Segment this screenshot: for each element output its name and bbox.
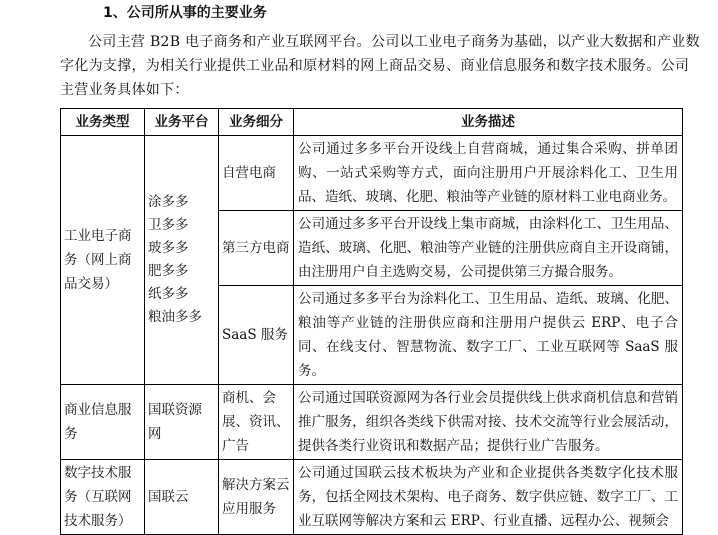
intro-paragraph [60,30,700,102]
platform-item: 涂多多 [148,194,189,210]
segment-self-operated: 自营电商 [219,136,294,211]
header-business-description: 业务描述 [294,109,683,136]
platform-guolian-cloud: 国联云 [145,460,219,535]
table-row [61,136,683,211]
business-table [60,108,683,535]
header-business-platform: 业务平台 [145,109,219,136]
platform-guolian-resource: 国联资源网 [145,385,219,460]
segment-digital-tech: 解决方案云应用服务 [219,460,294,535]
table-header-row [61,109,683,136]
type-industrial-ecommerce: 工业电子商务（网上商品交易） [61,136,145,385]
description-saas: 公司通过多多平台为涂料化工、卫生用品、造纸、玻璃、化肥、粮油等产业链的注册供应商和注册用户提供云 ERP、电子合同、在线支付、智慧物流、数字工厂、工业互联网等 SaaS 服务。 [294,286,683,385]
section-heading: 1、公司所从事的主要业务 [103,5,267,21]
segment-saas: SaaS 服务 [219,286,294,385]
header-business-segment: 业务细分 [219,109,294,136]
type-business-info: 商业信息服务 [61,385,145,460]
platform-list [145,136,219,385]
platform-item: 玻多多 [148,240,189,256]
description-third-party: 公司通过多多平台开设线上集市商城，由涂料化工、卫生用品、造纸、玻璃、化肥、粮油等产业链的注册供应商自主开设商铺，由注册用户自主选购交易，公司提供第三方撮合服务。 [294,211,683,286]
platform-item: 卫多多 [148,217,189,233]
segment-business-info: 商机、会展、资讯、广告 [219,385,294,460]
table-row [61,385,683,460]
intro-text: 公司主营 B2B 电子商务和产业互联网平台。公司以工业电子商务为基础，以产业大数据和产业数字化为支撑，为相关行业提供工业品和原材料的网上商品交易、商业信息服务和数字技术服务。公司主营业务具体如下： [60,34,700,98]
platform-item: 纸多多 [148,286,189,302]
header-business-type: 业务类型 [61,109,145,136]
platform-item: 粮油多多 [148,309,202,325]
segment-third-party: 第三方电商 [219,211,294,286]
description-digital-tech: 公司通过国联云技术板块为产业和企业提供各类数字化技术服务，包括全网技术架构、电子商务、数字供应链、数字工厂、工业互联网等解决方案和云 ERP、行业直播、远程办公、视频会 [294,460,683,535]
description-self-operated: 公司通过多多平台开设线上自营商城，通过集合采购、拼单团购、一站式采购等方式，面向注册用户开展涂料化工、卫生用品、造纸、玻璃、化肥、粮油等产业链的原材料工业电商业务。 [294,136,683,211]
platform-item: 肥多多 [148,263,189,279]
table-row [61,460,683,535]
type-digital-tech: 数字技术服务（互联网技术服务） [61,460,145,535]
description-business-info: 公司通过国联资源网为各行业会员提供线上供求商机信息和营销推广服务，组织各类线下供需对接、技术交流等行业会展活动，提供各类行业资讯和数据产品；提供行业广告服务。 [294,385,683,460]
